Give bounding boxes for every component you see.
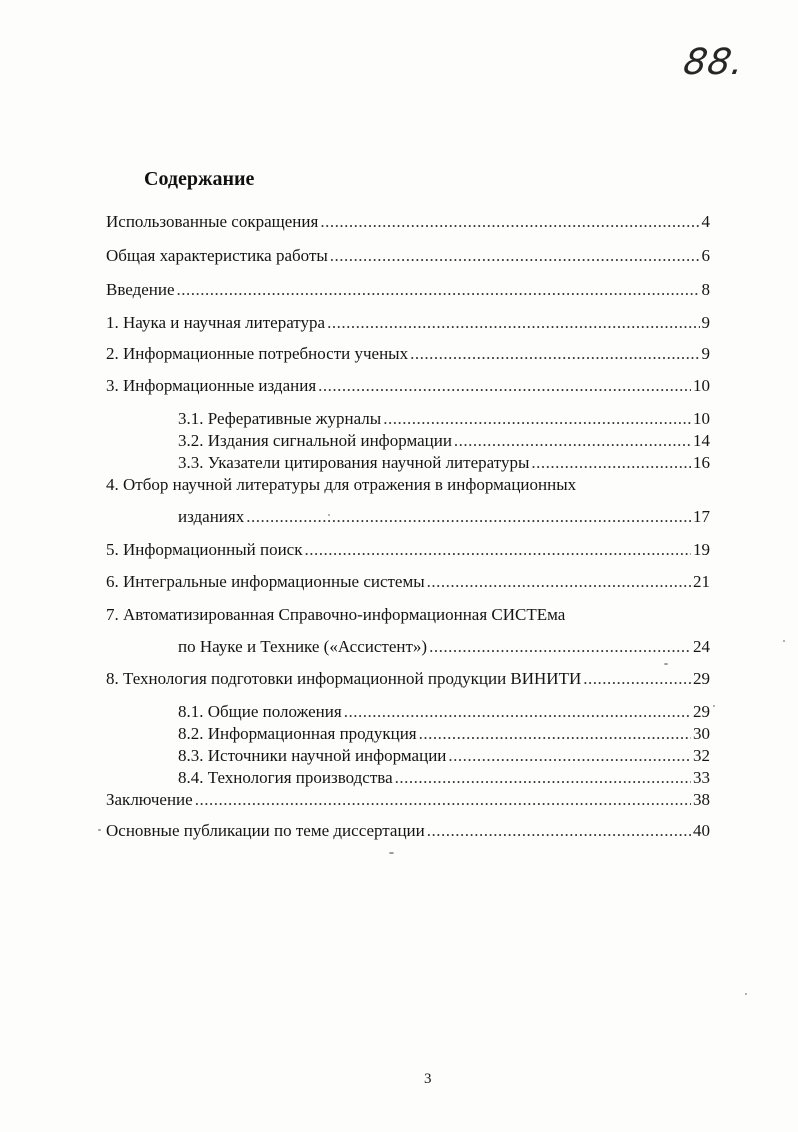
toc-entry: [106, 280, 710, 302]
toc-entry-page: 6: [701, 246, 710, 265]
toc-entry-page: 10: [693, 376, 710, 395]
toc-entry: [178, 409, 710, 431]
toc-entry: [106, 313, 710, 335]
scan-speck: [98, 829, 101, 831]
toc-leader-dots: [195, 790, 691, 810]
toc-leader-dots: [327, 313, 699, 333]
toc-entry: [178, 507, 710, 529]
toc-entry-label: 2. Информационные потребности ученых: [106, 344, 409, 363]
toc-entry-page: 32: [693, 746, 710, 765]
handwritten-page-number: 88.: [680, 42, 748, 83]
toc-entry: [106, 790, 710, 812]
toc-leader-dots: [395, 768, 691, 788]
toc-entry: [106, 821, 710, 843]
toc-entry: [106, 540, 710, 562]
scan-speck: [389, 852, 394, 854]
toc-leader-dots: [344, 702, 691, 722]
scan-speck: [783, 640, 785, 642]
toc-entry: [178, 724, 710, 746]
toc-leader-dots: [246, 507, 691, 527]
toc-entry-label: Использованные сокращения: [106, 212, 319, 231]
toc-entry: [178, 637, 710, 659]
toc-leader-dots: [429, 637, 691, 657]
toc-entry-label: 7. Автоматизированная Справочно-информационная СИСТЕма: [106, 605, 566, 624]
toc-leader-dots: [318, 376, 691, 396]
toc-entry-page: 40: [693, 821, 710, 840]
toc-entry: [106, 246, 710, 268]
scan-speck: [328, 514, 330, 516]
toc-entry-label: 3.1. Реферативные журналы: [178, 409, 382, 428]
toc-leader-dots: [320, 212, 699, 232]
toc-leader-dots: [383, 409, 691, 429]
toc-leader-dots: [448, 746, 691, 766]
toc-entry-page: 38: [693, 790, 710, 809]
toc-entry-label: Введение: [106, 280, 175, 299]
toc-entry-page: 29: [693, 669, 710, 688]
toc-entry-label: 6. Интегральные информационные системы: [106, 572, 425, 591]
toc-entry-label: 4. Отбор научной литературы для отражения в информационных: [106, 475, 577, 494]
toc-leader-dots: [454, 431, 691, 451]
toc-leader-dots: [410, 344, 699, 364]
toc-entry: [106, 344, 710, 366]
toc-entry-page: 16: [693, 453, 710, 472]
toc-entry-page: 8: [701, 280, 710, 299]
toc-entry-label: 8.1. Общие положения: [178, 702, 342, 721]
toc-leader-dots: [419, 724, 691, 744]
toc-entry-label: 3. Информационные издания: [106, 376, 317, 395]
toc-entry-label: 8. Технология подготовки информационной продукции ВИНИТИ: [106, 669, 582, 688]
toc-entry-label: 3.2. Издания сигнальной информации: [178, 431, 452, 450]
scan-speck: [713, 705, 715, 707]
toc-entry-page: 24: [693, 637, 710, 656]
toc-entry: [178, 746, 710, 768]
toc-entry-page: 9: [701, 344, 710, 363]
toc-leader-dots: [427, 572, 691, 592]
toc-entry-label: 1. Наука и научная литература: [106, 313, 326, 332]
toc-leader-dots: [531, 453, 691, 473]
toc-entry: [178, 453, 710, 475]
toc-entry-page: 17: [693, 507, 710, 526]
toc-entry: [178, 431, 710, 453]
toc-entry-page: 9: [701, 313, 710, 332]
toc-leader-dots: [177, 280, 700, 300]
toc-entry-label: Основные публикации по теме диссертации: [106, 821, 425, 840]
toc-entry-page: 30: [693, 724, 710, 743]
toc-entry: [106, 669, 710, 691]
toc-entry-page: 33: [693, 768, 710, 787]
toc-entry-label: 5. Информационный поиск: [106, 540, 303, 559]
toc-entry-label: Общая характеристика работы: [106, 246, 328, 265]
toc-entry-label: изданиях: [178, 507, 245, 526]
toc-entry: [106, 572, 710, 594]
toc-entry: [178, 702, 710, 724]
toc-entry-page: 19: [693, 540, 710, 559]
toc-entry-label: Заключение: [106, 790, 193, 809]
toc-entry: [106, 376, 710, 398]
toc-entry-page: 10: [693, 409, 710, 428]
toc-entry-label: 8.2. Информационная продукция: [178, 724, 417, 743]
page-number: 3: [424, 1071, 432, 1087]
toc-leader-dots: [427, 821, 691, 841]
scan-speck: [745, 993, 747, 995]
toc-entry-label: 3.3. Указатели цитирования научной литературы: [178, 453, 530, 472]
toc-entry-label: по Науке и Технике («Ассистент»): [178, 637, 428, 656]
toc-entry: [106, 212, 710, 234]
scan-speck: [664, 663, 668, 665]
toc-entry-page: 29: [693, 702, 710, 721]
toc-entry-label: 8.3. Источники научной информации: [178, 746, 447, 765]
toc-leader-dots: [583, 669, 691, 689]
toc-leader-dots: [330, 246, 700, 266]
toc-leader-dots: [304, 540, 691, 560]
toc-entry-label: 8.4. Технология производства: [178, 768, 393, 787]
toc-entry: [178, 768, 710, 790]
toc-entry-page: 4: [701, 212, 710, 231]
page-title: Содержание: [144, 168, 255, 190]
toc-entry-page: 14: [693, 431, 710, 450]
toc-entry-page: 21: [693, 572, 710, 591]
